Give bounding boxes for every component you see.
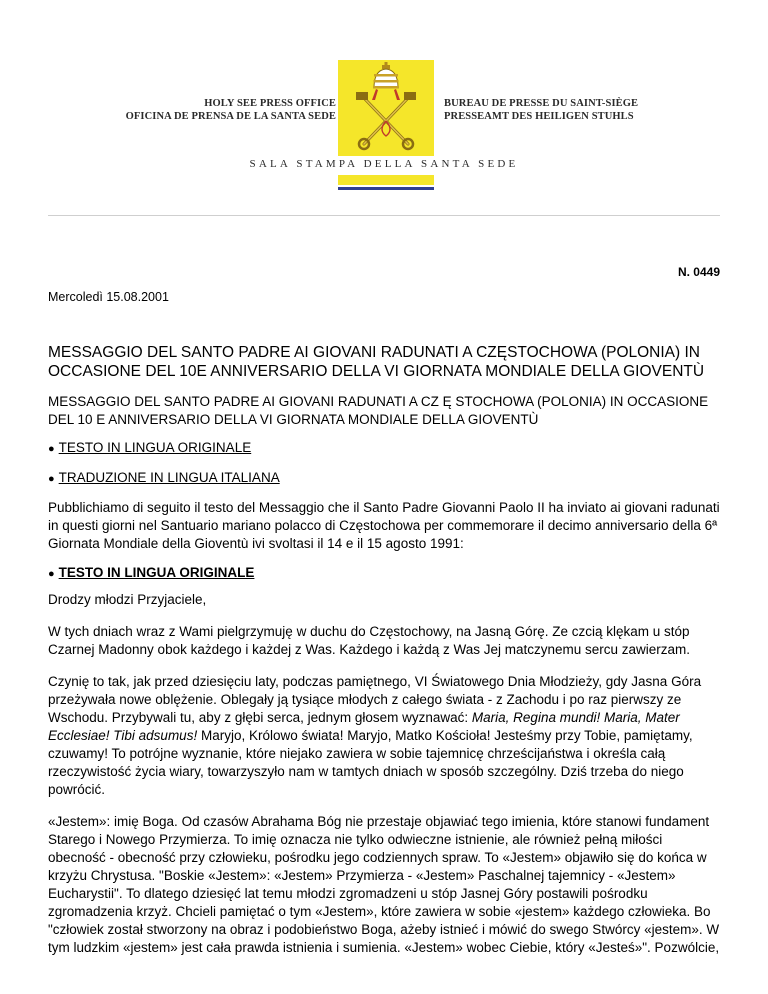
link-original-text-line — [48, 439, 723, 458]
link-italian-translation-line — [48, 469, 723, 488]
office-name-french: BUREAU DE PRESSE DU SAINT-SIÈGE — [444, 98, 639, 109]
blue-stripe — [338, 187, 434, 190]
section-heading-label: TESTO IN LINGUA ORIGINALE — [58, 565, 255, 580]
intro-paragraph: Pubblichiamo di seguito il testo del Messaggio che il Santo Padre Giovanni Paolo II ha inviato ai giovani radunati in questi giorni nel Santuario mariano polacco di Częstochowa per commemorare il decimo anniversario della 6ª Giornata Mondiale della Gioventù ivi svoltasi il 14 e il 15 agosto 1991: — [48, 500, 720, 551]
header-divider — [48, 215, 720, 216]
link-italian-translation[interactable]: TRADUZIONE IN LINGUA ITALIANA — [58, 470, 280, 485]
paragraph-2 — [48, 673, 723, 799]
greeting: Drodzy młodzi Przyjaciele, — [48, 592, 207, 607]
office-name-right — [444, 97, 638, 123]
office-name-english: HOLY SEE PRESS OFFICE — [204, 98, 336, 109]
paragraph-3: «Jestem»: imię Boga. Od czasów Abrahama Bóg nie przestaje objawiać tego imienia, które stanowi fundament Starego i Nowego Przymierza. To imię oznacza nie tylko odwieczne istnienie, ale również pełną miłości obecność - obecność przy człowieku, pośrodku jego codziennych spraw. To «Jestem» objawiło się do końca w krzyżu Chrystusa. "Boskie «Jestem»: «Jestem» Przymierza - «Jestem» Paschalnej tajemnicy - «Jestem» Eucharystii". To dlatego dziesięć lat temu młodzi zgromadzeni u stóp Jasnej Góry postawili pośrodku zgromadzenia krzyż. Chcieli pamiętać o tym «Jestem», które zawiera w sobie «jestem» każdego człowieka. Bo "człowiek został stworzony na obraz i podobieństwo Boga, ażeby istnieć i mówić do swego Stwórcy «jestem». W tym ludzkim «jestem» jest cała prawda istnienia i sumienia. «Jestem» wobec Ciebie, który «Jesteś»". Pozwólcie, — [48, 814, 720, 955]
office-name-left — [126, 97, 336, 123]
bulletin-content — [48, 343, 723, 971]
office-name-german: PRESSEAMT DES HEILIGEN STUHLS — [444, 111, 634, 122]
link-original-text[interactable]: TESTO IN LINGUA ORIGINALE — [58, 440, 252, 455]
bulletin-number: N. 0449 — [677, 265, 720, 279]
paragraph-2-part-a: Czynię to tak, jak przed dziesięciu laty, podczas pamiętnego, VI Światowego Dnia Młodzieży, gdy Jasna Góra przeżywała nowe oblężenie. Oblegały ją tysiące młodych z całego świata - z Zachodu i po raz pierwszy ze Wschodu. Przybywali tu, aby z głębi serca, jednym głosem wyznawać: — [48, 674, 702, 725]
paragraph-2-latin: Maria, Regina mundi! Maria, Mater Ecclesiae! Tibi adsumus! — [48, 710, 680, 743]
paragraph-2-part-b: Maryjo, Królowo świata! Maryjo, Matko Kościoła! Jesteśmy przy Tobie, pamiętamy, czuwamy! To potrójne wyznanie, które niejako zawiera w sobie tajemnicę chrześcijaństwa i określa całą rzeczywistość życia wiary, towarzyszyło nam w tamtych dniach w sposób szczególny. Dziś trzeba do niego powrócić. — [48, 728, 693, 797]
sala-stampa-title: SALA STAMPA DELLA SANTA SEDE — [249, 158, 519, 170]
page-subtitle: MESSAGGIO DEL SANTO PADRE AI GIOVANI RADUNATI A CZ Ę STOCHOWA (POLONIA) IN OCCASIONE DEL 10 E ANNIVERSARIO DELLA VI GIORNATA MONDIALE DELLA GIOVENTÙ — [48, 394, 709, 427]
section-heading — [48, 564, 723, 583]
yellow-stripe — [338, 175, 434, 185]
page-title: MESSAGGIO DEL SANTO PADRE AI GIOVANI RADUNATI A CZĘSTOCHOWA (POLONIA) IN OCCASIONE DEL 10E ANNIVERSARIO DELLA VI GIORNATA MONDIALE DELLA GIOVENTÙ — [48, 344, 705, 380]
bullet-icon: ● — [48, 473, 55, 485]
paragraph-1: W tych dniach wraz z Wami pielgrzymuję w duchu do Częstochowy, na Jasną Górę. Ze czcią klękam u stóp Czarnej Madonny obok każdego i każdej z Was. Każdego i każdą z Was Jej matczynemu sercu zawierzam. — [48, 624, 691, 657]
office-name-spanish: OFICINA DE PRENSA DE LA SANTA SEDE — [125, 111, 336, 122]
bullet-icon: ● — [48, 568, 55, 580]
press-office-header — [0, 0, 768, 215]
bulletin-date: Mercoledì 15.08.2001 — [48, 290, 169, 304]
papal-emblem-icon — [338, 60, 434, 156]
bullet-icon: ● — [48, 443, 55, 455]
